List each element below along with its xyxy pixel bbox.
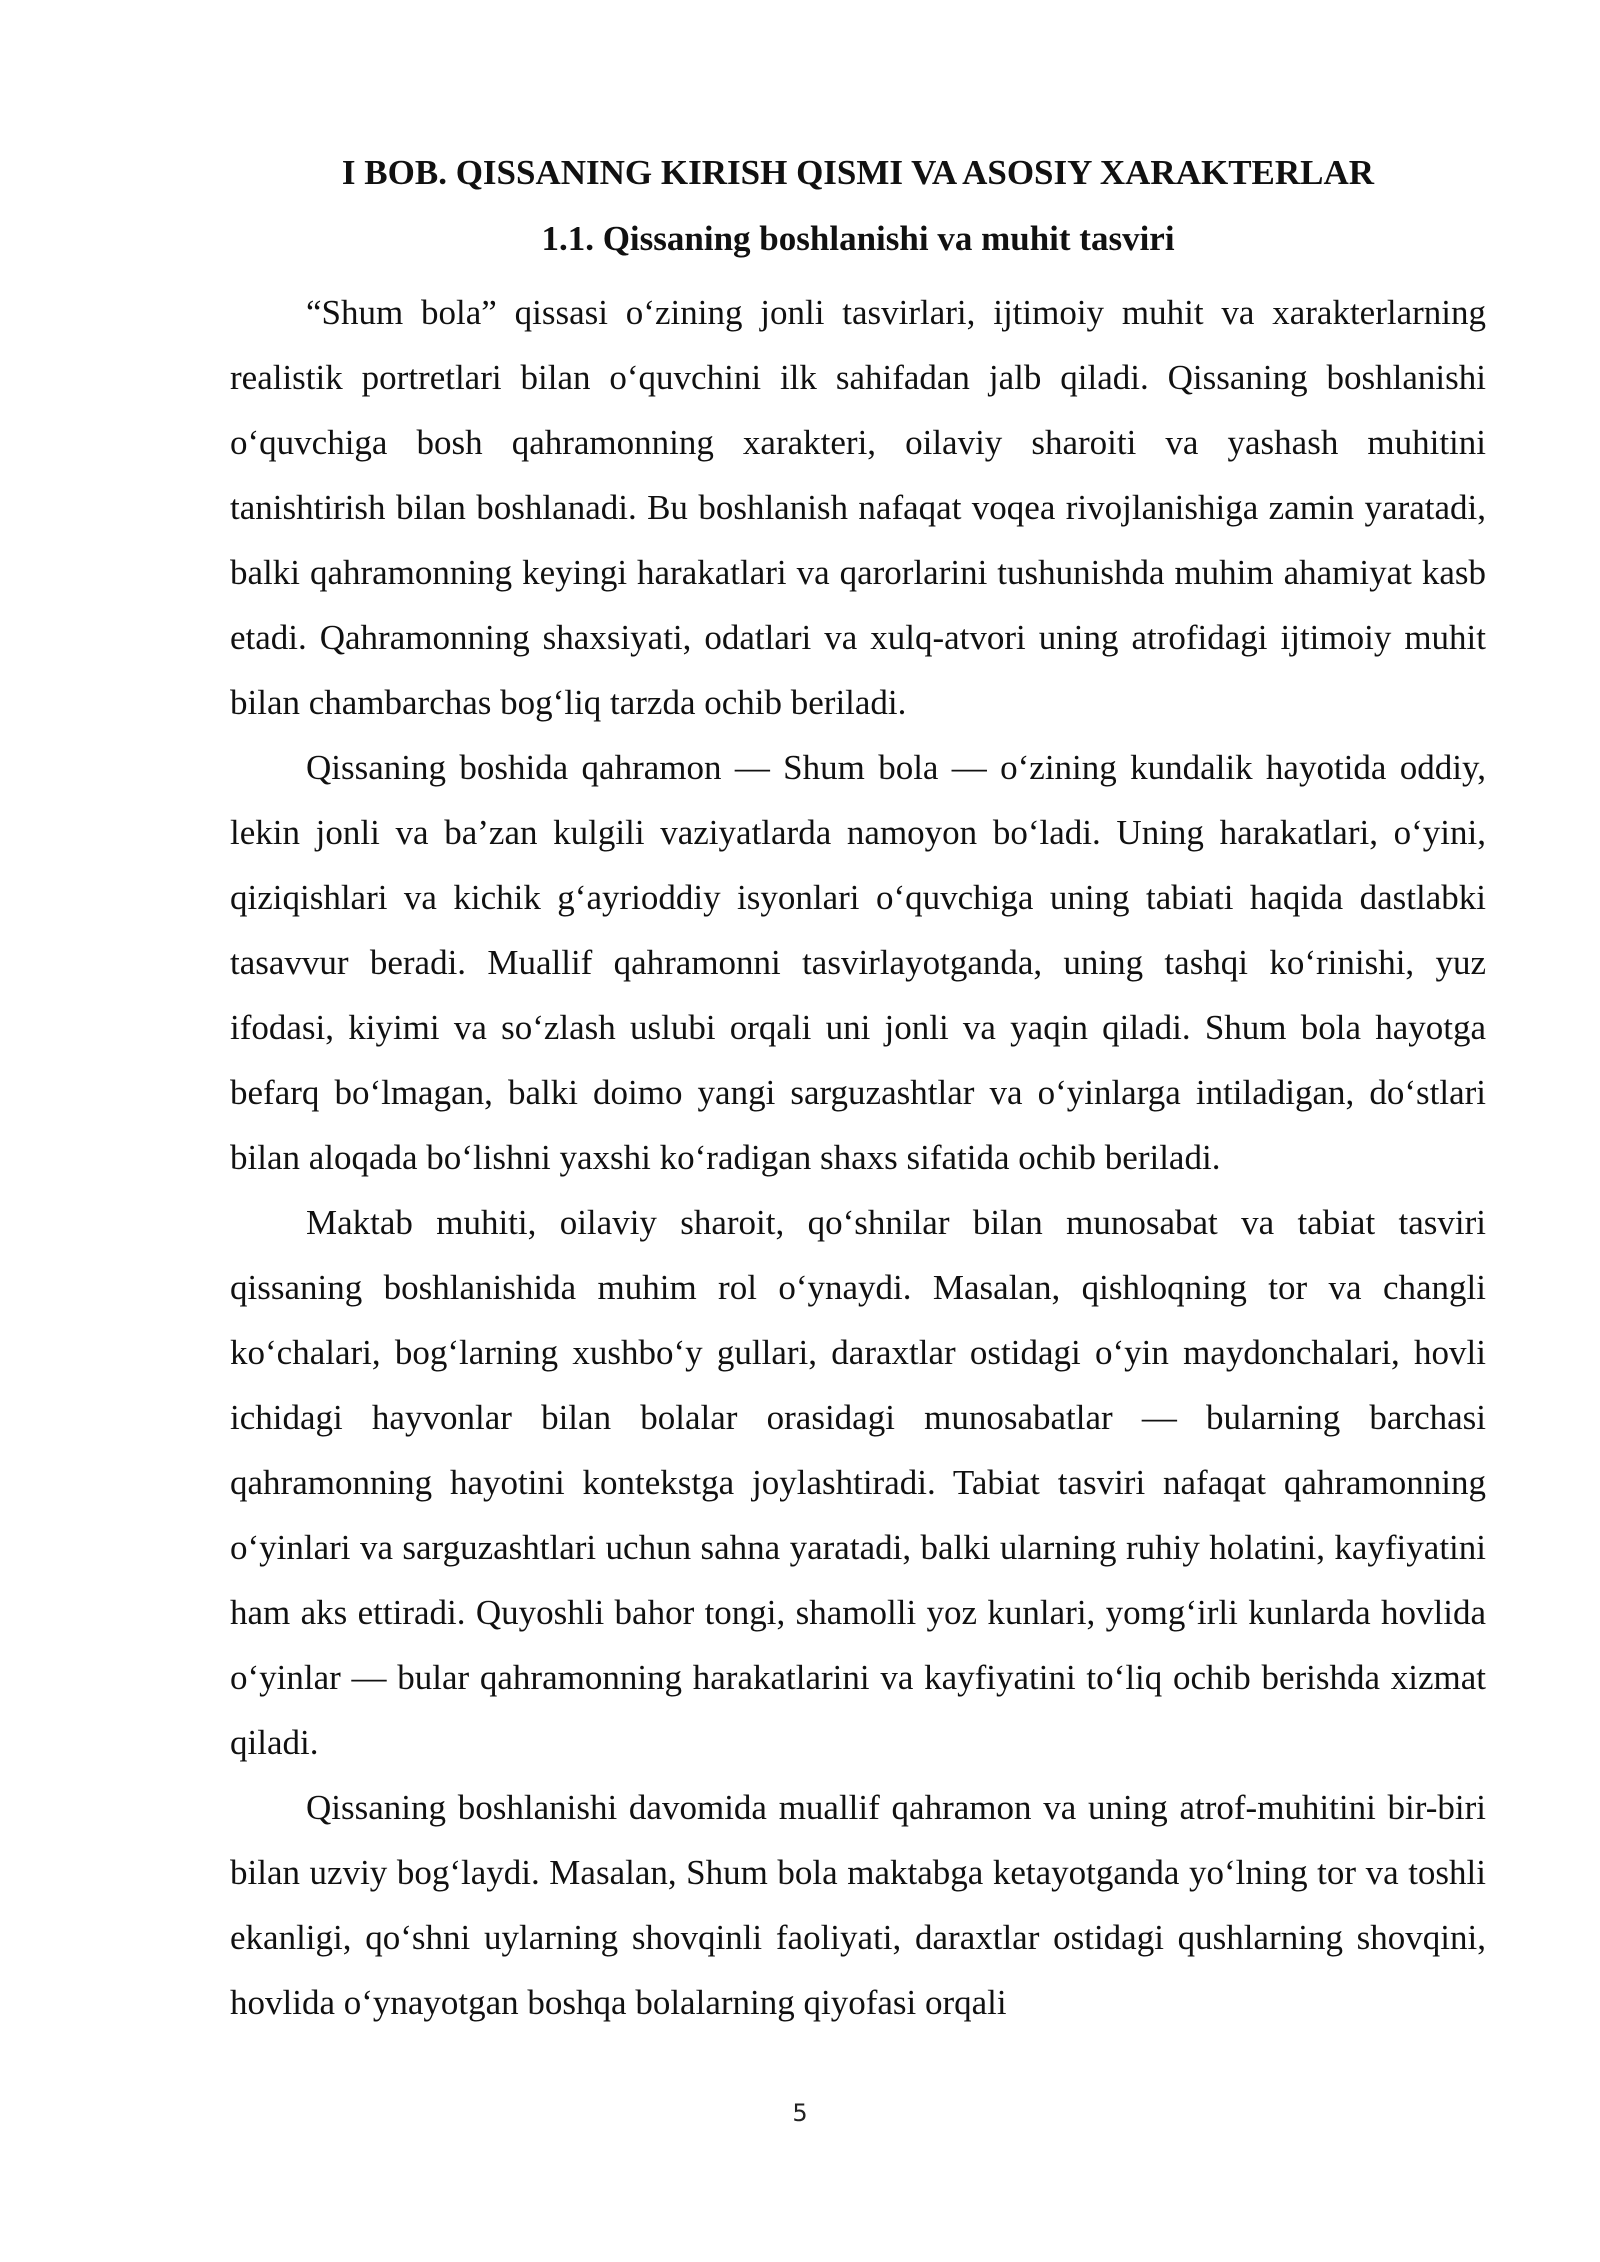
page-content <box>230 150 1486 2035</box>
paragraph-2: Qissaning boshida qahramon — Shum bola — o‘zining kundalik hayotida oddiy, lekin jonli va ba’zan kulgili vaziyatlarda namoyon bo‘ladi. Uning harakatlari, o‘yini, qiziqishlari va kichik g‘ayrioddiy isyonlari o‘quvchiga uning tabiati haqida dastlabki tasavvur beradi. Muallif qahramonni tasvirlayotganda, uning tashqi ko‘rinishi, yuz ifodasi, kiyimi va so‘zlash uslubi orqali uni jonli va yaqin qiladi. Shum bola hayotga befarq bo‘lmagan, balki doimo yangi sarguzashtlar va o‘yinlarga intiladigan, do‘stlari bilan aloqada bo‘lishni yaxshi ko‘radigan shaxs sifatida ochib beriladi. <box>230 748 1486 1177</box>
paragraph-1: “Shum bola” qissasi o‘zining jonli tasvirlari, ijtimoiy muhit va xarakterlarning realistik portretlari bilan o‘quvchini ilk sahifadan jalb qiladi. Qissaning boshlanishi o‘quvchiga bosh qahramonning xarakteri, oilaviy sharoiti va yashash muhitini tanishtirish bilan boshlanadi. Bu boshlanish nafaqat voqea rivojlanishiga zamin yaratadi, balki qahramonning keyingi harakatlari va qarorlarini tushunishda muhim ahamiyat kasb etadi. Qahramonning shaxsiyati, odatlari va xulq-atvori uning atrofidagi ijtimoiy muhit bilan chambarchas bog‘liq tarzda ochib beriladi. <box>230 293 1486 722</box>
page-number: 5 <box>792 2099 808 2127</box>
chapter-title: I BOB. QISSANING KIRISH QISMI VA ASOSIY XARAKTERLAR <box>341 153 1375 192</box>
section-title: 1.1. Qissaning boshlanishi va muhit tasviri <box>541 219 1175 258</box>
paragraph-4: Qissaning boshlanishi davomida muallif qahramon va uning atrof-muhitini bir-biri bilan uzviy bog‘laydi. Masalan, Shum bola maktabga ketayotganda yo‘lning tor va toshli ekanligi, qo‘shni uylarning shovqinli faoliyati, daraxtlar ostidagi qushlarning shovqini, hovlida o‘ynayotgan boshqa bolalarning qiyofasi orqali <box>230 1788 1486 2022</box>
paragraph-3: Maktab muhiti, oilaviy sharoit, qo‘shnilar bilan munosabat va tabiat tasviri qissaning boshlanishida muhim rol o‘ynaydi. Masalan, qishloqning tor va changli ko‘chalari, bog‘larning xushbo‘y gullari, daraxtlar ostidagi o‘yin maydonchalari, hovli ichidagi hayvonlar bilan bolalar orasidagi munosabatlar — bularning barchasi qahramonning hayotini kontekstga joylashtiradi. Tabiat tasviri nafaqat qahramonning o‘yinlari va sarguzashtlari uchun sahna yaratadi, balki ularning ruhiy holatini, kayfiyatini ham aks ettiradi. Quyoshli bahor tongi, shamolli yoz kunlari, yomg‘irli kunlarda hovlida o‘yinlar — bular qahramonning harakatlarini va kayfiyatini to‘liq ochib berishda xizmat qiladi. <box>230 1203 1486 1762</box>
